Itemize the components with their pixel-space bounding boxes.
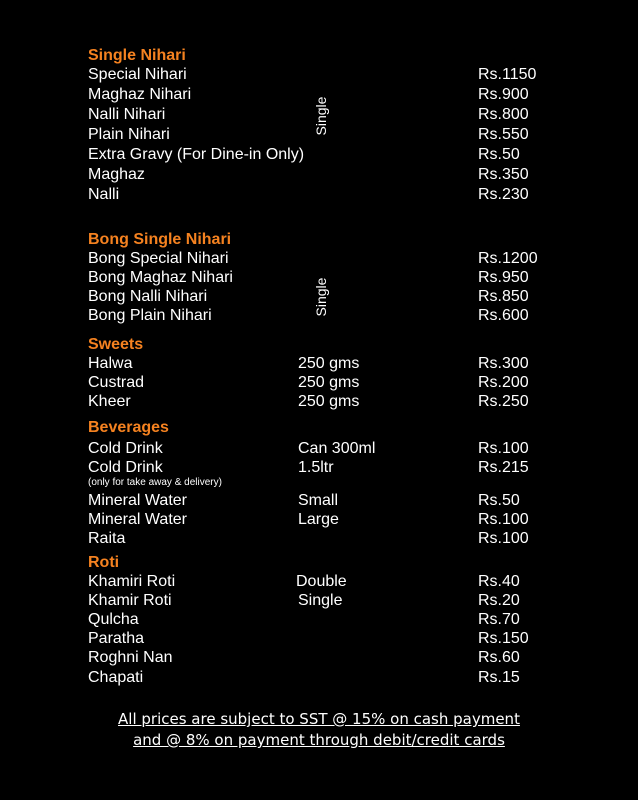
item-price: Rs.350 <box>478 166 529 183</box>
menu-row <box>88 145 558 165</box>
menu-row <box>88 648 558 668</box>
item-price: Rs.550 <box>478 126 529 143</box>
item-price: Rs.100 <box>478 440 529 457</box>
item-size: Double <box>296 573 347 590</box>
menu-row <box>88 458 558 477</box>
item-price: Rs.215 <box>478 459 529 476</box>
section-title: Roti <box>88 554 120 571</box>
footnote-line: All prices are subject to SST @ 15% on cash payment <box>118 710 520 728</box>
item-name: Halwa <box>88 355 133 372</box>
tax-footnote <box>0 709 638 751</box>
item-size: 250 gms <box>298 355 360 372</box>
item-price: Rs.15 <box>478 669 520 686</box>
item-name: Extra Gravy (For Dine-in Only) <box>88 146 305 163</box>
section-title: Beverages <box>88 419 169 436</box>
item-price: Rs.60 <box>478 649 520 666</box>
item-note: (only for take away & delivery) <box>88 477 222 488</box>
section-title: Bong Single Nihari <box>88 231 232 248</box>
menu-row <box>88 185 558 205</box>
section-sweets <box>88 336 558 411</box>
item-name: Khamiri Roti <box>88 573 176 590</box>
menu-row <box>88 572 558 591</box>
section-title: Sweets <box>88 336 144 353</box>
item-name: Bong Plain Nihari <box>88 307 212 324</box>
menu-row <box>88 373 558 392</box>
item-name: Cold Drink <box>88 440 163 457</box>
item-price: Rs.70 <box>478 611 520 628</box>
section-roti <box>88 554 558 687</box>
item-price: Rs.300 <box>478 355 529 372</box>
menu-row <box>88 510 558 529</box>
item-name: Mineral Water <box>88 492 187 509</box>
item-price: Rs.40 <box>478 573 520 590</box>
item-price: Rs.200 <box>478 374 529 391</box>
section-title: Single Nihari <box>88 47 186 64</box>
menu-row <box>88 392 558 411</box>
item-name: Bong Nalli Nihari <box>88 288 208 305</box>
item-name: Khamir Roti <box>88 592 172 609</box>
item-name: Qulcha <box>88 611 139 628</box>
item-name: Maghaz <box>88 166 145 183</box>
item-name: Custrad <box>88 374 145 391</box>
item-price: Rs.250 <box>478 393 529 410</box>
item-name: Kheer <box>88 393 131 410</box>
menu-row <box>88 354 558 373</box>
item-name: Nalli <box>88 186 120 203</box>
item-name: Chapati <box>88 669 144 686</box>
item-price: Rs.20 <box>478 592 520 609</box>
item-size: 1.5ltr <box>298 459 334 476</box>
item-name: Special Nihari <box>88 66 187 83</box>
item-price: Rs.850 <box>478 288 529 305</box>
item-name: Plain Nihari <box>88 126 170 143</box>
single-side-label: Single <box>313 96 329 136</box>
menu-row <box>88 529 558 548</box>
item-name: Paratha <box>88 630 145 647</box>
menu-row <box>88 439 558 458</box>
item-price: Rs.100 <box>478 511 529 528</box>
item-price: Rs.50 <box>478 492 520 509</box>
item-price: Rs.1150 <box>478 66 537 83</box>
menu-row <box>88 249 558 268</box>
section-beverages <box>88 419 558 548</box>
item-size: Single <box>298 592 343 609</box>
item-price: Rs.1200 <box>478 250 538 267</box>
item-size: Can 300ml <box>298 440 376 457</box>
menu-row <box>88 668 558 687</box>
menu-row <box>88 591 558 610</box>
footnote-line: and @ 8% on payment through debit/credit cards <box>133 731 505 749</box>
item-price: Rs.150 <box>478 630 529 647</box>
item-name: Raita <box>88 530 126 547</box>
menu-row <box>88 491 558 510</box>
item-price: Rs.230 <box>478 186 529 203</box>
item-size: 250 gms <box>298 393 360 410</box>
item-name: Bong Special Nihari <box>88 250 229 267</box>
menu-row <box>88 65 558 85</box>
menu-row <box>88 629 558 648</box>
item-name: Bong Maghaz Nihari <box>88 269 233 286</box>
item-price: Rs.950 <box>478 269 529 286</box>
item-name: Cold Drink <box>88 459 163 476</box>
item-size: Small <box>298 492 339 509</box>
menu-row <box>88 610 558 629</box>
item-price: Rs.900 <box>478 86 529 103</box>
item-price: Rs.100 <box>478 530 529 547</box>
item-name: Nalli Nihari <box>88 106 166 123</box>
item-price: Rs.50 <box>478 146 520 163</box>
menu-row <box>88 165 558 185</box>
item-price: Rs.800 <box>478 106 529 123</box>
item-name: Mineral Water <box>88 511 187 528</box>
item-size: Large <box>298 511 339 528</box>
item-name: Roghni Nan <box>88 649 173 666</box>
item-size: 250 gms <box>298 374 360 391</box>
item-price: Rs.600 <box>478 307 529 324</box>
item-name: Maghaz Nihari <box>88 86 192 103</box>
single-side-label: Single <box>313 277 329 317</box>
